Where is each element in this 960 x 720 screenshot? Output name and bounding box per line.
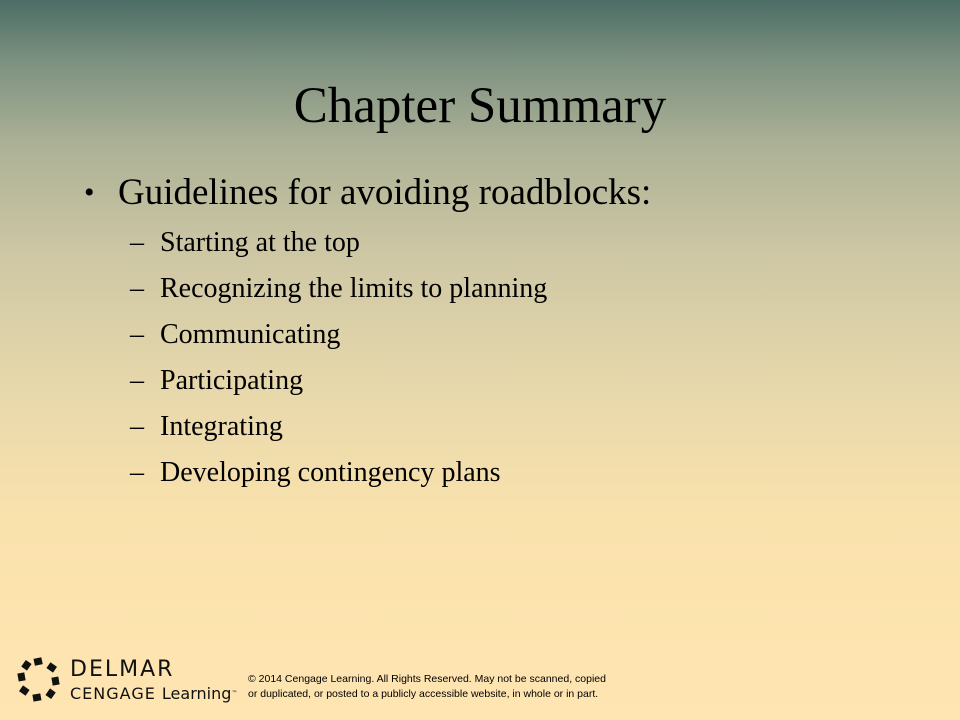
dash-marker: –: [130, 227, 144, 258]
delmar-logo-mark-icon: [14, 656, 62, 704]
copyright-notice: [248, 672, 698, 702]
list-item: [130, 220, 910, 266]
list-item: [130, 266, 910, 312]
list-item-text: Communicating: [160, 319, 341, 350]
list-item-text: Developing contingency plans: [160, 457, 501, 488]
logo-learning-text: Learning: [161, 684, 232, 703]
logo-cengage-text: CENGAGE: [70, 684, 156, 703]
slide-title: Chapter Summary: [293, 78, 667, 134]
list-item-text: Starting at the top: [160, 227, 360, 258]
copyright-line: or duplicated, or posted to a publicly accessible website, in whole or in part.: [248, 688, 599, 700]
bullet-marker: •: [84, 176, 95, 209]
dash-marker: –: [130, 273, 144, 304]
list-item-text: Recognizing the limits to planning: [160, 273, 548, 304]
dash-marker: –: [130, 411, 144, 442]
delmar-cengage-logo: [14, 656, 239, 708]
list-item-text: Integrating: [160, 411, 283, 442]
main-bullet-text: Guidelines for avoiding roadblocks:: [118, 172, 652, 213]
logo-cengage-line: [70, 684, 238, 704]
dash-marker: –: [130, 457, 144, 488]
sub-bullet-list: [130, 220, 910, 496]
list-item: [130, 312, 910, 358]
dash-marker: –: [130, 365, 144, 396]
list-item: [130, 450, 910, 496]
list-item: [130, 404, 910, 450]
logo-delmar-text: DELMAR: [70, 657, 175, 682]
list-item-text: Participating: [160, 365, 304, 396]
logo-trademark: ™: [231, 690, 239, 697]
copyright-line: © 2014 Cengage Learning. All Rights Reserved. May not be scanned, copied: [248, 673, 606, 685]
dash-marker: –: [130, 319, 144, 350]
list-item: [130, 358, 910, 404]
